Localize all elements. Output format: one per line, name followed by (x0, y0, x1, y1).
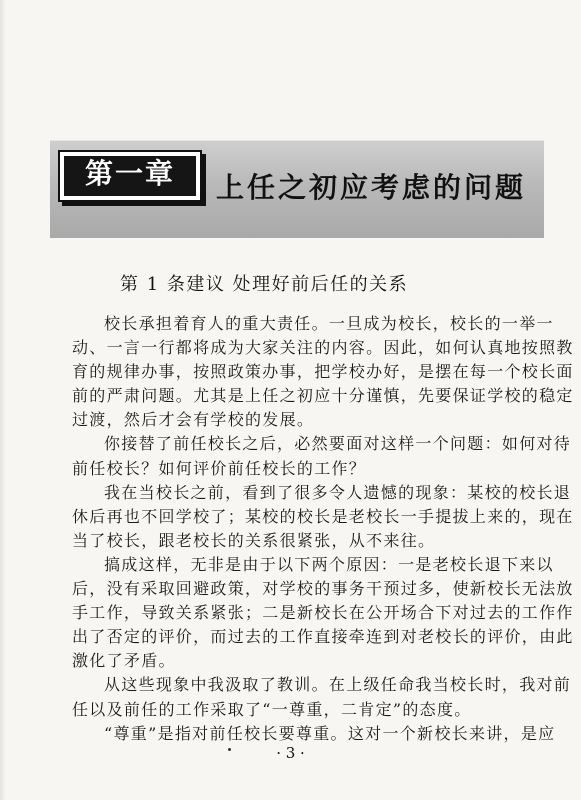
paragraph-line: 当了校长，跟老校长的关系很紧张，从不来往。 (72, 530, 436, 550)
paragraph-line: 激化了矛盾。 (72, 651, 176, 671)
paragraph-line: 前任校长？如何评价前任校长的工作？ (72, 458, 367, 478)
paragraph-line: 手工作，导致关系紧张；二是新校长在公开场合下对过去的工作作 (72, 603, 574, 623)
paragraph-line: 动、一言一行都将成为大家关注的内容。因此，如何认真地按照教 (72, 338, 574, 358)
chapter-title: 上任之初应考虑的问题 (216, 171, 527, 204)
paragraph-line: 你接替了前任校长之后，必然要面对这样一个问题：如何对待 (104, 434, 572, 454)
paragraph-line: 校长承担着育人的重大责任。一旦成为校长，校长的一举一 (104, 314, 554, 333)
paragraph-line: 出了否定的评价，而过去的工作直接牵连到对老校长的评价，由此 (72, 627, 574, 647)
paragraph-line: 过渡，然后才会有学校的发展。 (72, 410, 315, 430)
paragraph-line: 育的规律办事，按照政策办事，把学校办好，是摆在每一个校长面 (72, 362, 574, 382)
paragraph-line: “尊重”是指对前任校长要尊重。这对一个新校长来讲，是应 (104, 723, 556, 743)
paragraph-line: 我在当校长之前，看到了很多令人遗憾的现象：某校的校长退 (104, 482, 572, 502)
chapter-label: 第一章 (64, 156, 196, 196)
paragraph-line: 休后再也不回学校了；某校的校长是老校长一手提拔上来的，现在 (72, 506, 574, 526)
chapter-label-box (58, 150, 202, 202)
paragraph-line: 后，没有采取回避政策，对学校的事务干预过多，使新校长无法放 (72, 579, 574, 599)
paragraph-line: 从这些现象中我汲取了教训。在上级任命我当校长时，我对前 (104, 675, 572, 695)
section-heading: 第 1 条建议 处理好前后任的关系 (120, 274, 409, 295)
paragraph-line: 前的严肃问题。尤其是上任之初应十分谨慎，先要保证学校的稳定 (72, 386, 574, 406)
page-number: · 3 · (276, 744, 305, 762)
paragraph-line: 搞成这样，无非是由于以下两个原因：一是老校长退下来以 (104, 554, 554, 574)
body-text (72, 312, 574, 746)
paragraph-line: 任以及前任的工作采取了“一尊重，二肯定”的态度。 (72, 699, 472, 719)
page-edge-shadow (0, 0, 6, 800)
